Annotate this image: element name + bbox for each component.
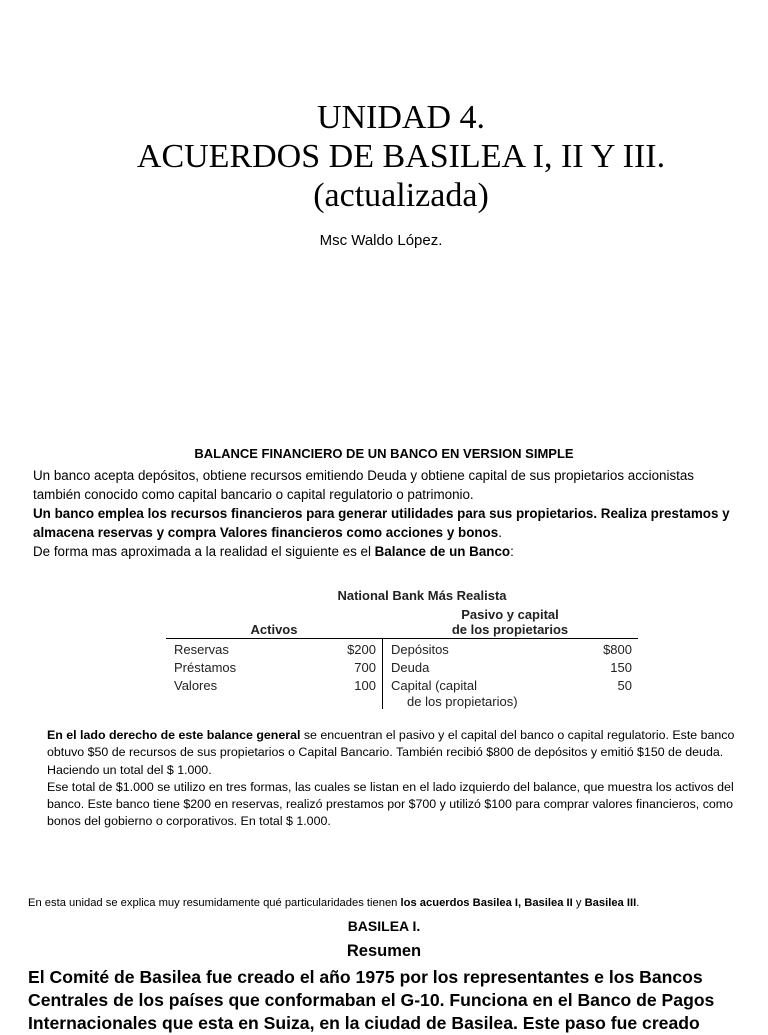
intro-paragraph-3-end: : — [510, 544, 514, 559]
basilea1-subheading: Resumen — [346, 942, 422, 960]
liability-name: Depósitos — [391, 642, 449, 657]
title-line-3: (actualizada) — [313, 177, 489, 214]
title-line-1: UNIDAD 4. — [316, 99, 486, 136]
intro-paragraph-2-end: . — [498, 525, 502, 540]
asset-row — [166, 659, 382, 677]
liabilities-column — [383, 639, 638, 709]
assets-column — [166, 639, 383, 709]
unit-note-start: En esta unidad se explica muy resumidamente qué particularidades tienen — [28, 897, 401, 909]
liability-value: 150 — [610, 660, 632, 675]
bank-table-title: National Bank Más Realista — [337, 588, 507, 603]
intro-paragraph-2-bold: Un banco emplea los recursos financieros para generar utilidades para sus propietarios. Realiza prestamos y almacena reservas y compra Valores financieros como acciones y bonos — [33, 506, 730, 540]
asset-value: 100 — [354, 678, 376, 693]
basilea1-heading: BASILEA I. — [347, 918, 421, 934]
balance-heading: BALANCE FINANCIERO DE UN BANCO EN VERSION SIMPLE — [194, 446, 574, 461]
document-title — [0, 98, 768, 215]
liabilities-header — [382, 607, 638, 637]
intro-paragraph-3-bold: Balance de un Banco — [374, 544, 511, 559]
liability-name: Capital (capital — [391, 678, 477, 693]
unit-note — [28, 897, 748, 909]
asset-name: Reservas — [174, 642, 229, 657]
liabilities-header-line-1: Pasivo y capital — [461, 607, 559, 622]
asset-row — [166, 677, 382, 695]
explanation-bold: En el lado derecho de este balance general — [47, 728, 301, 742]
asset-name: Préstamos — [174, 660, 237, 675]
liabilities-header-line-2: de los propietarios — [451, 622, 569, 637]
liability-value: 50 — [617, 678, 632, 693]
liability-value: $800 — [603, 642, 632, 657]
explanation-paragraph-1 — [47, 727, 737, 779]
intro-paragraph-1: Un banco acepta depósitos, obtiene recursos emitiendo Deuda y obtiene capital de sus propietarios accionistas también conocido como capital bancario o capital regulatorio o patrimonio. — [33, 468, 695, 502]
balance-intro — [33, 466, 733, 561]
intro-paragraph-3-start: De forma mas aproximada a la realidad el siguiente es el — [33, 544, 375, 559]
asset-row — [166, 641, 382, 659]
explanation-paragraph-2: Ese total de $1.000 se utilizo en tres formas, las cuales se listan en el lado izquierdo del balance, que muestra los activos del banco. Este banco tiene $200 en reservas, realizó prestamos por $700 y utilizó $100 para comprar valores financieros, como bonos del gobierno o corporativos. En total $ 1.000. — [47, 779, 734, 829]
explanation-rest: se encuentran el pasivo y el capital del banco o capital regulatorio. Este banco obtuvo $50 de recursos de sus propietarios o Capital Bancario. También recibió $800 de depósitos y emitió $150 de deuda. Haciendo un total del $ 1.000. — [47, 728, 735, 777]
asset-name: Valores — [174, 678, 218, 693]
intro-paragraph-2 — [33, 504, 733, 542]
unit-note-end: . — [636, 897, 640, 909]
unit-note-bold-2: Basilea III — [584, 897, 637, 909]
unit-note-bold-1: los acuerdos Basilea I, Basilea II — [400, 897, 573, 909]
asset-value: $200 — [347, 642, 376, 657]
bank-balance-table — [166, 588, 638, 709]
liability-row — [383, 641, 638, 659]
liability-name: Deuda — [391, 660, 430, 675]
bank-table-header — [166, 607, 638, 639]
liability-row — [383, 659, 638, 677]
balance-explanation — [47, 727, 737, 831]
intro-paragraph-3 — [33, 542, 733, 561]
assets-header: Activos — [250, 622, 298, 637]
author: Msc Waldo López. — [319, 232, 443, 249]
title-line-2: ACUERDOS DE BASILEA I, II Y III. — [136, 138, 666, 175]
asset-value: 700 — [354, 660, 376, 675]
bank-table-body — [166, 639, 638, 709]
liability-row — [383, 677, 638, 695]
unit-note-mid: y — [572, 897, 585, 909]
basilea1-body: El Comité de Basilea fue creado el año 1975 por los representantes e los Bancos Centrales de los países que conformaban el G-10. Funciona en el Banco de Pagos Internacionales que esta en Suiza, en la ciudad de Basilea. Este paso fue creado — [28, 967, 715, 1033]
capital-continuation: de los propietarios) — [407, 694, 518, 709]
